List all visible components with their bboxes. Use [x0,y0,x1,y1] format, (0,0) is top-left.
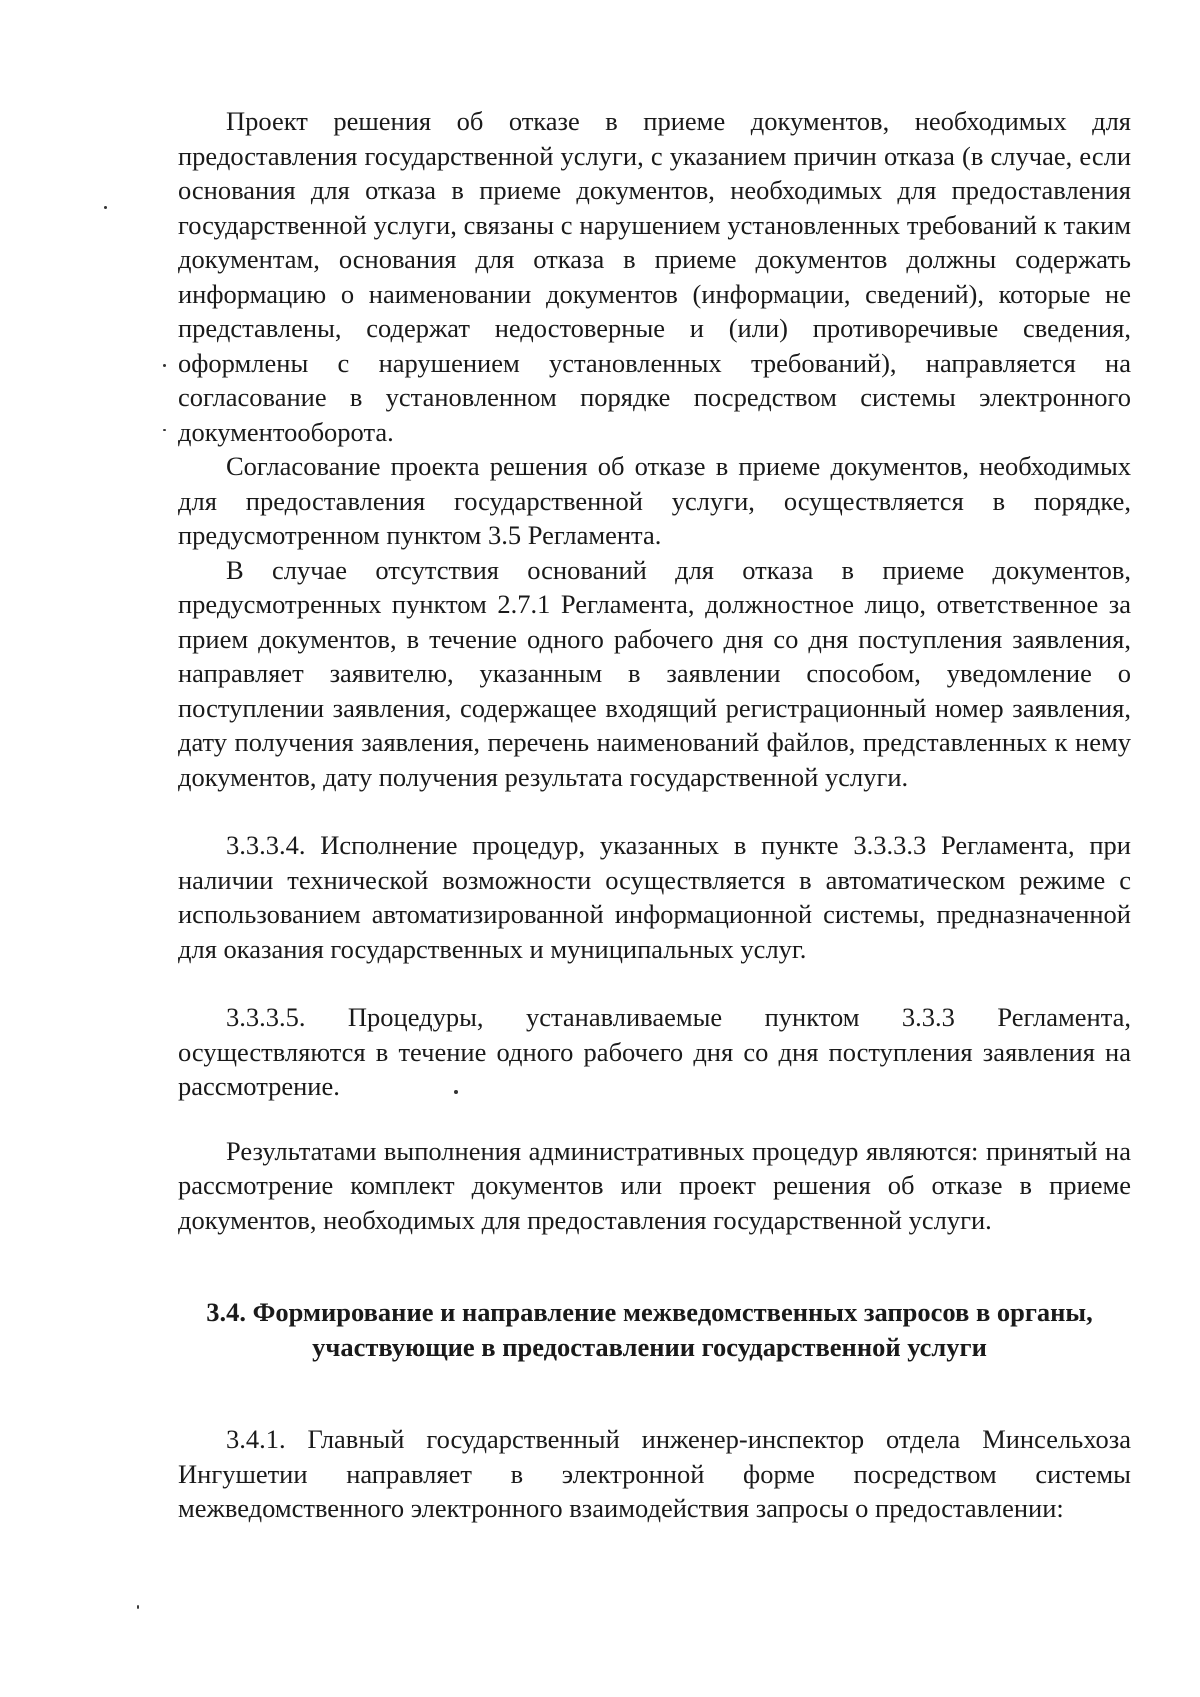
scan-speck [137,1605,139,1609]
paragraph-approval: Согласование проекта решения об отказе в приеме документов, необходимых для предоставления государственной услуги, осуществляется в порядке, предусмотренном пунктом 3.5 Регламента. [178,451,1131,550]
paragraph-no-grounds: В случае отсутствия оснований для отказа в приеме документов, предусмотренных пунктом 2.7.1 Регламента, должностное лицо, ответственное за прием документов, в течение одного рабочего дня со дня поступления заявления, направляет заявителю, указанным в заявлении способом, уведомление о поступлении заявления, содержащее входящий регистрационный номер заявления, дату получения заявления, перечень наименований файлов, представленных к нему документов, дату получения результата государственной услуги. [178,554,1131,792]
scan-speck [163,429,166,431]
document-page [178,104,1131,1526]
paragraph-results: Результатами выполнения административных процедур являются: принятый на рассмотрение комплект документов или проект решения об отказе в приеме документов, необходимых для предоставления государственной услуги. [178,1135,1131,1235]
scan-speck [104,206,107,209]
paragraph-3-4-1: 3.4.1. Главный государственный инженер-инспектор отдела Минсельхоза Ингушетии направляет в электронной форме посредством системы межведомственного электронного взаимодействия запросы о предоставлении: [178,1424,1131,1523]
paragraph-3-3-3-5: 3.3.3.5. Процедуры, устанавливаемые пунктом 3.3.3 Регламента, осуществляются в течение одного рабочего дня со дня поступления заявления на рассмотрение. [178,1002,1131,1101]
paragraph-refusal-draft: Проект решения об отказе в приеме документов, необходимых для предоставления государственной услуги, с указанием причин отказа (в случае, если основания для отказа в приеме документов, необходимых для предоставления государственной услуги, связаны с нарушением установленных требований к таким документам, основания для отказа в приеме документов должны содержать информацию о наименовании документов (информации, сведений), которые не представлены, содержат недостоверные и (или) противоречивые сведения, оформлены с нарушением установленных требований), направляется на согласование в установленном порядке посредством системы электронного документооборота. [178,106,1131,447]
scan-speck [454,1090,458,1094]
section-heading-3-4: 3.4. Формирование и направление межведомственных запросов в органы, участвующие в предоставлении государственной услуги [206,1297,1093,1362]
scan-speck [163,364,166,367]
paragraph-3-3-3-4: 3.3.3.4. Исполнение процедур, указанных в пункте 3.3.3.3 Регламента, при наличии технической возможности осуществляется в автоматическом режиме с использованием автоматизированной информационной системы, предназначенной для оказания государственных и муниципальных услуг. [178,830,1131,964]
